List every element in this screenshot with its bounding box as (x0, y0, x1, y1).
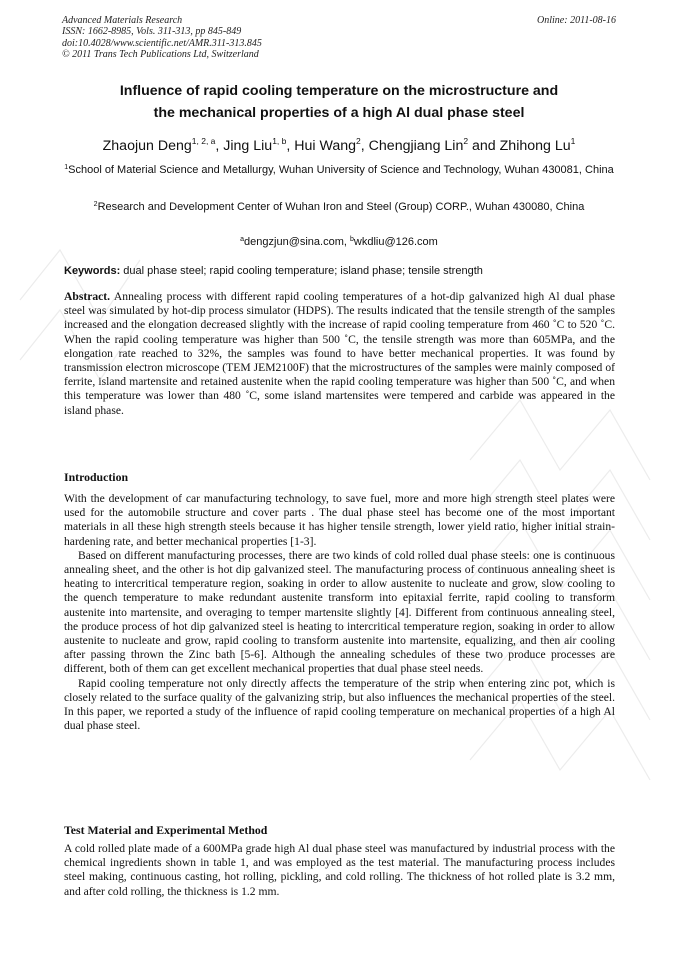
affiliation-text: Research and Development Center of Wuhan Iron and Steel (Group) CORP., Wuhan 430080, China (97, 201, 585, 213)
affiliation-superscript: 2 (93, 201, 98, 208)
paper-title (62, 80, 616, 124)
abstract-text: Annealing process with different rapid cooling temperatures of a hot-dip galvanized high Al dual phase steel was simulated by hot-dip process simulator (HDPS). The results indicated that the tensile strength of the samples increased and the elongation decreased slightly with the increase of rapid cooling temperature from 460 ˚C to 520 ˚C. When the rapid cooling temperature was higher than 500 ˚C, the tensile strength was more than 605MPa, and the elongation rate reached to 32%, the samples was found to have better mechanical properties. It was found by transmission electron microscope (TEM JEM2100F) that the microstructures of the samples were mainly composed of ferrite, island martensite and retained austenite when the rapid cooling temperature was higher than 500 ˚C, and when this temperature was lower than 480 ˚C, some island martensites were tempered and carbide was appeared in the island phase. (64, 290, 615, 417)
test-material-paragraph: A cold rolled plate made of a 600MPa grade high Al dual phase steel was manufactured by industrial process with the chemical ingredients shown in table 1, and was employed as the test material. The manufacturing process includes steel making, continuous casting, hot rolling, pickling, and cold rolling. The thickness of hot rolled plate is 3.2 mm, and after cold rolling, the thickness is 1.2 mm. (64, 842, 615, 898)
introduction-heading: Introduction (64, 470, 129, 484)
affiliation-text: School of Material Science and Metallurgy, Wuhan University of Science and Technology, Wuhan 430081, China (68, 164, 614, 176)
journal-name: Advanced Materials Research (62, 15, 183, 26)
author-list (40, 136, 638, 156)
abstract-paragraph (64, 290, 615, 418)
introduction-paragraph-1: With the development of car manufacturing technology, to save fuel, more and more high strength steel plates were used for the automobile structure and cover parts . The dual phase steel has become one of the most important materials in all these high strength steels because it has higher tensile strength, lower yield ratio, higher initial strain-hardening rate, and better mechanical properties [1-3]. (64, 492, 615, 548)
doi-line: doi:10.4028/www.scientific.net/AMR.311-313.845 (62, 37, 262, 49)
author-superscript: 1 (570, 136, 576, 146)
author-separator: , (286, 138, 295, 154)
introduction-body (64, 492, 615, 733)
test-material-heading: Test Material and Experimental Method (64, 823, 268, 837)
abstract-label: Abstract. (64, 290, 111, 303)
email-address: wkdliu@126.com (353, 236, 438, 248)
author-separator: , (215, 138, 224, 154)
keywords-text: dual phase steel; rapid cooling temperature; island phase; tensile strength (120, 265, 483, 277)
journal-header (62, 15, 262, 61)
title-line-1: Influence of rapid cooling temperature on the microstructure and (119, 83, 559, 99)
author-name: Jing Liu (223, 138, 273, 154)
affiliation-2 (62, 200, 616, 215)
introduction-paragraph-2: Based on different manufacturing processes, there are two kinds of cold rolled dual phase steels: one is continuous annealing sheet, and the other is hot dip galvanized steel. The manufacturing process of continuous annealing sheet is heating to intercritical temperature region, soaking in order to allow austenite to nucleate and grow, slow cooling to the quench temperature to make redundant austenite transform into epitaxial ferrite, rapid cooling to transform austenite into martensite, and overaging to temper martensite slightly [4]. Different from continuous annealing steel, the produce process of hot dip galvanized steel is heating to intercritical temperature region, soaking in order to allow austenite to nucleate and grow, rapid cooling to transform austenite into martensite, equalizing, and then air cooling after passing thrown the Zinc bath [5-6]. Although the annealing schedules of these two produce processes are different, both of them can get excellent mechanical properties that dual phase steel needs. (64, 548, 615, 676)
email-superscript: b (350, 236, 354, 243)
online-date: Online: 2011-08-16 (537, 15, 616, 26)
author-separator: , (360, 138, 369, 154)
title-line-2: the mechanical properties of a high Al dual phase steel (153, 105, 525, 121)
affiliation-superscript: 1 (64, 164, 69, 171)
keywords-label: Keywords: (64, 265, 121, 277)
email-superscript: a (240, 236, 245, 243)
keywords-line (64, 264, 616, 278)
author-superscript: 1, b (272, 136, 287, 146)
author-name: Hui Wang (294, 138, 357, 154)
author-name: Zhihong Lu (499, 138, 571, 154)
author-name: Chengjiang Lin (368, 138, 464, 154)
author-name: Zhaojun Deng (102, 138, 192, 154)
introduction-paragraph-3: Rapid cooling temperature not only directly affects the temperature of the strip when entering zinc pot, which is closely related to the surface quality of the galvanizing strip, but also influences the mechanical properties of the steel. In this paper, we reported a study of the influence of rapid cooling temperature on mechanical properties of a high Al dual phase steel. (64, 676, 615, 733)
author-superscript: 1, 2, a (191, 136, 216, 146)
author-superscript: 2 (356, 136, 361, 146)
author-separator: and (468, 138, 500, 154)
copyright-line: © 2011 Trans Tech Publications Ltd, Switzerland (62, 49, 259, 61)
author-emails (62, 235, 616, 249)
author-superscript: 2 (463, 136, 469, 146)
affiliation-1 (62, 163, 616, 178)
issn-line: ISSN: 1662-8985, Vols. 311-313, pp 845-849 (62, 26, 242, 38)
email-address: dengzjun@sina.com, (244, 236, 350, 248)
